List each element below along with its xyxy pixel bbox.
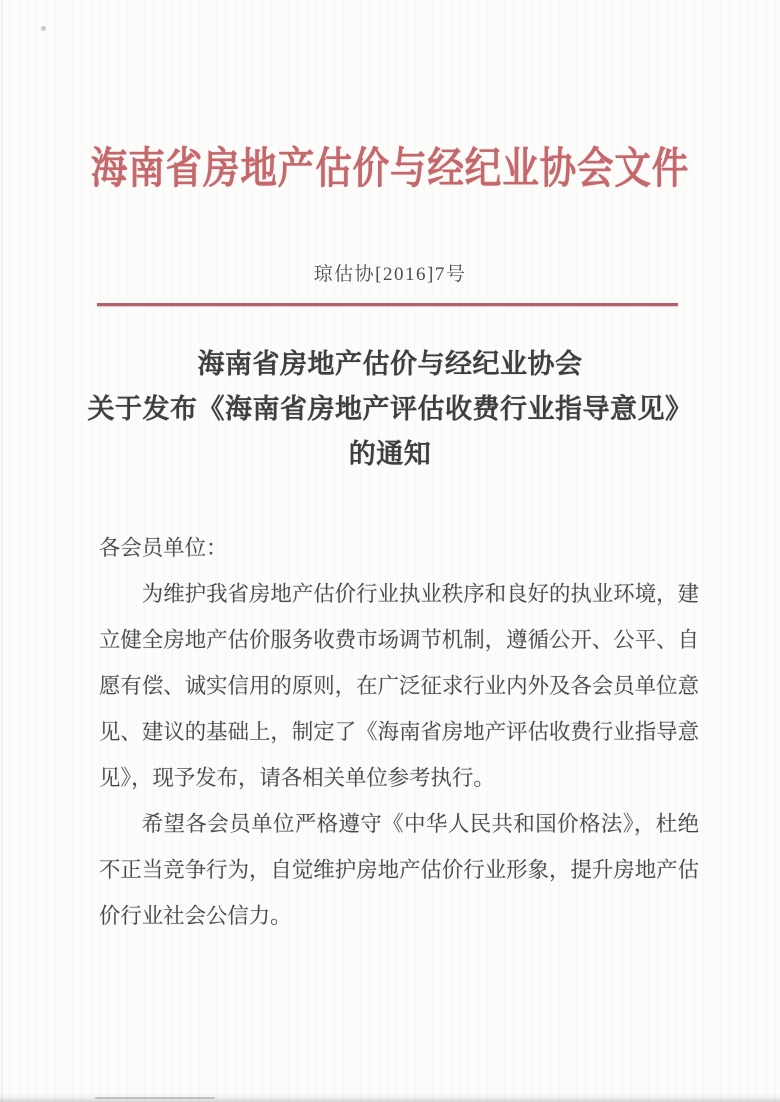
notice-title xyxy=(0,342,780,477)
body-paragraph-2: 希望各会员单位严格遵守《中华人民共和国价格法》，杜绝不正当竞争行为，自觉维护房地产估价行业形象，提升房地产估价行业社会公信力。 xyxy=(99,812,699,928)
scan-edge-shadow xyxy=(0,1092,780,1102)
body-paragraph-1: 为维护我省房地产估价行业执业秩序和良好的执业环境，建立健全房地产估价服务收费市场调节机制，遵循公开、公平、自愿有偿、诚实信用的原则，在广泛征求行业内外及各会员单位意见、建议的基础上，制定了《海南省房地产评估收费行业指导意见》，现予发布，请各相关单位参考执行。 xyxy=(99,582,699,790)
notice-title-line2: 关于发布《海南省房地产评估收费行业指导意见》 xyxy=(87,394,693,424)
red-divider-line xyxy=(97,303,678,306)
salutation: 各会员单位： xyxy=(99,536,228,560)
document-body xyxy=(99,525,699,939)
scan-artifact-dot xyxy=(41,26,46,31)
notice-title-line1: 海南省房地产估价与经纪业协会 xyxy=(197,349,583,379)
document-header-title: 海南省房地产估价与经纪业协会文件 xyxy=(90,146,690,193)
notice-title-line3: 的通知 xyxy=(348,439,432,469)
document-number: 琼估协[2016]7号 xyxy=(313,264,467,285)
